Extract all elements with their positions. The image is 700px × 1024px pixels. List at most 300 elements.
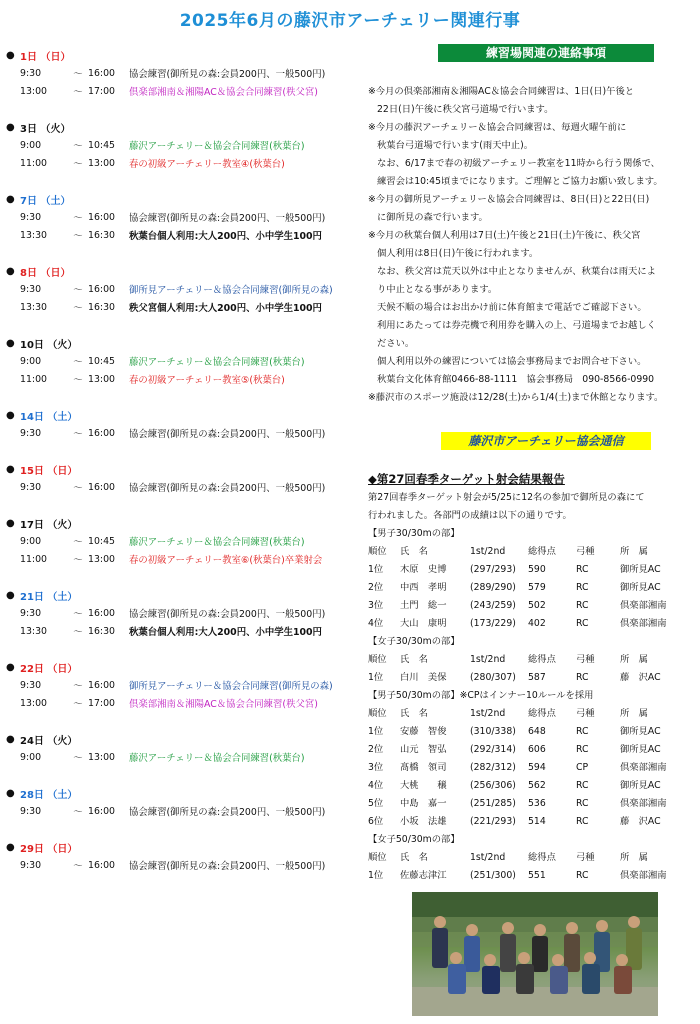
event-text: 御所見アーチェリー＆協会合同練習(御所見の森) [129,681,333,692]
col-header: 1st/2nd [470,852,506,863]
table-cell: 587 [528,672,546,683]
event-end: 16:00 [88,859,116,871]
event-start: 13:30 [20,625,48,637]
notice-line: 秋葉台弓道場で行います(雨天中止)。 [377,140,534,151]
table-row [368,561,698,579]
table-cell: CP [576,762,589,773]
table-row [368,741,698,759]
bullet-icon: ● [6,589,15,601]
event-end: 10:45 [88,355,116,367]
notice-line: 練習会は10:45頃までになります。ご理解とご協力お願い致します。 [377,176,663,187]
notice-line: ※今月の秋葉台個人利用は7日(土)午後と21日(土)午後に、秩父宮 [368,230,641,241]
notice-line: 22日(日)午後に秩父宮弓道場で行います。 [377,104,554,115]
table-cell: (251/285) [470,798,516,809]
event-text: 協会練習(御所見の森:会員200円、一般500円) [129,213,326,224]
schedule-day [6,730,356,748]
table-cell: 木原 史博 [400,564,447,575]
spacer [6,568,356,586]
notice-line: ※藤沢市のスポーツ施設は12/28(土)から1/4(土)まで休館となります。 [368,392,664,403]
event-text: 藤沢アーチェリー＆協会合同練習(秋葉台) [129,141,305,152]
event-end: 16:00 [88,805,116,817]
schedule-day [6,46,356,64]
event-tilde: ～ [73,555,83,566]
table-header [368,651,698,669]
table-cell: 御所見AC [620,780,661,791]
event-end: 10:45 [88,535,116,547]
event-end: 10:45 [88,139,116,151]
event-end: 13:00 [88,373,116,385]
results-section [368,470,698,885]
table-row [368,723,698,741]
schedule-day [6,838,356,856]
event-start: 13:30 [20,301,48,313]
event-text: 春の初級アーチェリー教室⑥(秋葉台)卒業射会 [129,555,323,566]
table-cell: (243/259) [470,600,516,611]
day-date: 28日 （土） [20,789,78,801]
day-date: 21日 （土） [20,591,78,603]
event-tilde: ～ [73,861,83,872]
bullet-icon: ● [6,337,15,349]
schedule-event [6,856,356,874]
event-tilde: ～ [73,375,83,386]
event-tilde: ～ [73,141,83,152]
event-start: 9:30 [20,283,42,295]
table-cell: (289/290) [470,582,516,593]
notice-line: ※今月の藤沢アーチェリー＆協会合同練習は、毎週火曜午前に [368,122,627,133]
table-cell: 1位 [368,870,384,881]
col-header: 所 属 [620,546,648,557]
event-text: 協会練習(御所見の森:会員200円、一般500円) [129,429,326,440]
table-cell: 5位 [368,798,384,809]
table-cell: RC [576,816,589,827]
event-end: 16:00 [88,607,116,619]
table-cell: 安藤 智俊 [400,726,447,737]
table-cell: (282/312) [470,762,516,773]
page-title: 2025年6月の藤沢市アーチェリー関連行事 [179,11,521,31]
event-text: 協会練習(御所見の森:会員200円、一般500円) [129,483,326,494]
event-start: 9:30 [20,67,42,79]
event-end: 13:00 [88,751,116,763]
table-cell: RC [576,726,589,737]
table-cell: 648 [528,726,546,737]
table-cell: 594 [528,762,546,773]
day-date: 1日 （日） [20,51,71,63]
day-date: 24日 （火） [20,735,78,747]
event-text: 秋葉台個人利用:大人200円、小中学生100円 [129,627,322,638]
table-row [368,615,698,633]
table-cell: 514 [528,816,546,827]
col-header: 総得点 [528,546,556,557]
event-text: 藤沢アーチェリー＆協会合同練習(秋葉台) [129,753,305,764]
event-start: 11:00 [20,373,48,385]
event-text: 御所見アーチェリー＆協会合同練習(御所見の森) [129,285,333,296]
schedule-event [6,370,356,388]
schedule-event [6,226,356,244]
event-start: 9:30 [20,859,42,871]
spacer [6,442,356,460]
spacer [6,820,356,838]
table-cell: 髙橋 領司 [400,762,447,773]
table-row [368,759,698,777]
col-header: 順位 [368,654,387,665]
table-cell: 590 [528,564,546,575]
col-header: 総得点 [528,654,556,665]
col-header: 弓種 [576,708,595,719]
event-start: 9:30 [20,607,42,619]
table-cell: RC [576,600,589,611]
col-header: 弓種 [576,654,595,665]
day-date: 8日 （日） [20,267,71,279]
notice-line: ださい。 [377,338,415,349]
table-cell: 大桃 穣 [400,780,447,791]
schedule-event [6,676,356,694]
table-row [368,777,698,795]
notice-line: 秋葉台文化体育館0466-88-1111 協会事務局 090-8566-0990 [377,374,655,385]
event-start: 13:30 [20,229,48,241]
spacer [6,100,356,118]
col-header: 順位 [368,546,387,557]
table-row [368,579,698,597]
table-cell: 536 [528,798,546,809]
table-cell: 御所見AC [620,744,661,755]
schedule-event [6,64,356,82]
col-header: 総得点 [528,852,556,863]
table-cell: 御所見AC [620,582,661,593]
event-tilde: ～ [73,213,83,224]
notice-line: なお、秩父宮は荒天以外は中止となりませんが、秋葉台は雨天によ [377,266,656,277]
col-header: 氏 名 [400,654,428,665]
col-header: 総得点 [528,708,556,719]
report-intro [368,489,698,525]
event-end: 16:00 [88,283,116,295]
table-cell: 倶楽部湘南 [620,600,667,611]
table-cell: 579 [528,582,546,593]
col-header: 弓種 [576,546,595,557]
notice-line: に御所見の森で行います。 [377,212,488,223]
event-tilde: ～ [73,69,83,80]
event-text: 協会練習(御所見の森:会員200円、一般500円) [129,609,326,620]
event-end: 13:00 [88,157,116,169]
table-cell: 倶楽部湘南 [620,762,667,773]
table-cell: 2位 [368,582,384,593]
spacer [6,244,356,262]
table-cell: 3位 [368,600,384,611]
event-end: 13:00 [88,553,116,565]
notice-line: 利用にあたっては券売機で利用券を購入の上、弓道場までお越しく [377,320,656,331]
col-header: 順位 [368,708,387,719]
table-cell: 土門 総一 [400,600,447,611]
event-end: 16:30 [88,301,116,313]
event-end: 16:00 [88,67,116,79]
schedule-day [6,460,356,478]
newsletter-banner: 藤沢市アーチェリー協会通信 [441,432,651,450]
event-tilde: ～ [73,159,83,170]
day-date: 7日 （土） [20,195,71,207]
schedule-day [6,190,356,208]
event-tilde: ～ [73,303,83,314]
event-tilde: ～ [73,231,83,242]
event-start: 9:30 [20,805,42,817]
spacer [6,496,356,514]
event-text: 藤沢アーチェリー＆協会合同練習(秋葉台) [129,357,305,368]
spacer [6,640,356,658]
table-cell: (221/293) [470,816,516,827]
report-title: ◆第27回春季ターゲット射会結果報告 [368,472,565,486]
event-start: 9:30 [20,211,42,223]
event-tilde: ～ [73,609,83,620]
notice-line: り中止となる事があります。 [377,284,498,295]
schedule-day [6,334,356,352]
table-cell: 2位 [368,744,384,755]
group-photo [412,892,658,1016]
spacer [6,766,356,784]
col-header: 1st/2nd [470,708,506,719]
event-end: 17:00 [88,697,116,709]
table-cell: RC [576,564,589,575]
table-header [368,543,698,561]
event-start: 9:00 [20,139,42,151]
table-cell: 502 [528,600,546,611]
event-end: 16:30 [88,625,116,637]
division-title: 【男子50/30mの部】※CPはインナー10ルールを採用 [368,690,594,701]
event-end: 16:00 [88,211,116,223]
bullet-icon: ● [6,661,15,673]
table-cell: (173/229) [470,618,516,629]
table-cell: 402 [528,618,546,629]
table-cell: (280/307) [470,672,516,683]
table-cell: (310/338) [470,726,516,737]
table-row [368,669,698,687]
event-text: 倶楽部湘南＆湘陽AC＆協会合同練習(秩父宮) [129,699,318,710]
table-cell: 606 [528,744,546,755]
table-cell: 551 [528,870,546,881]
event-start: 9:30 [20,427,42,439]
day-date: 15日 （日） [20,465,78,477]
schedule-day [6,514,356,532]
table-cell: 中西 孝明 [400,582,447,593]
schedule-event [6,352,356,370]
event-end: 16:00 [88,679,116,691]
schedule-event [6,748,356,766]
table-cell: 白川 美保 [400,672,447,683]
event-end: 16:00 [88,481,116,493]
bullet-icon: ● [6,409,15,421]
day-date: 29日 （日） [20,843,78,855]
event-text: 協会練習(御所見の森:会員200円、一般500円) [129,69,326,80]
bullet-icon: ● [6,463,15,475]
day-date: 22日 （日） [20,663,78,675]
division-title: 【女子50/30mの部】 [368,834,460,845]
table-row [368,597,698,615]
event-start: 9:00 [20,751,42,763]
event-tilde: ～ [73,357,83,368]
schedule-event [6,298,356,316]
schedule-event [6,694,356,712]
schedule-day [6,784,356,802]
notice-line: 個人利用は8日(日)午後に行われます。 [377,248,539,259]
table-cell: (256/306) [470,780,516,791]
table-cell: 6位 [368,816,384,827]
results-table [368,525,698,885]
col-header: 氏 名 [400,546,428,557]
col-header: 弓種 [576,852,595,863]
event-schedule [6,46,356,874]
table-header [368,849,698,867]
table-cell: 倶楽部湘南 [620,870,667,881]
notice-line: 個人利用以外の練習については協会事務局までお問合せ下さい。 [377,356,647,367]
event-start: 9:30 [20,481,42,493]
event-text: 藤沢アーチェリー＆協会合同練習(秋葉台) [129,537,305,548]
bullet-icon: ● [6,193,15,205]
schedule-day [6,118,356,136]
event-start: 9:00 [20,535,42,547]
table-cell: 4位 [368,780,384,791]
event-tilde: ～ [73,285,83,296]
bullet-icon: ● [6,841,15,853]
table-cell: RC [576,780,589,791]
schedule-day [6,262,356,280]
bullet-icon: ● [6,121,15,133]
event-tilde: ～ [73,699,83,710]
event-text: 協会練習(御所見の森:会員200円、一般500円) [129,861,326,872]
event-start: 13:00 [20,85,48,97]
table-cell: RC [576,744,589,755]
bullet-icon: ● [6,49,15,61]
table-cell: 藤 沢AC [620,672,661,683]
schedule-event [6,136,356,154]
table-cell: 大山 康明 [400,618,447,629]
event-tilde: ～ [73,429,83,440]
schedule-event [6,478,356,496]
table-cell: 倶楽部湘南 [620,618,667,629]
event-tilde: ～ [73,681,83,692]
schedule-event [6,280,356,298]
schedule-event [6,604,356,622]
event-text: 春の初級アーチェリー教室⑤(秋葉台) [129,375,285,386]
day-date: 3日 （火） [20,123,71,135]
schedule-day [6,586,356,604]
table-row [368,867,698,885]
notice-line: なお、6/17まで春の初級アーチェリー教室を11時から行う関係で、 [377,158,660,169]
table-cell: RC [576,618,589,629]
table-cell: RC [576,798,589,809]
group-photo-image [412,892,658,1016]
event-tilde: ～ [73,483,83,494]
table-cell: 倶楽部湘南 [620,798,667,809]
event-end: 16:00 [88,427,116,439]
notice-line: ※今月の倶楽部湘南＆湘陽AC＆協会合同練習は、1日(日)午後と [368,86,635,97]
col-header: 氏 名 [400,708,428,719]
table-cell: 御所見AC [620,726,661,737]
table-cell: RC [576,582,589,593]
report-intro-line: 第27回春季ターゲット射会が5/25に12名の参加で御所見の森にて [368,492,645,503]
day-date: 14日 （土） [20,411,78,423]
bullet-icon: ● [6,787,15,799]
event-end: 16:30 [88,229,116,241]
schedule-event [6,154,356,172]
notice-banner: 練習場関連の連絡事項 [438,44,654,62]
col-header: 1st/2nd [470,546,506,557]
notice-line: 天候不順の場合はお出かけ前に体育館まで電話でご確認下さい。 [377,302,647,313]
schedule-day [6,406,356,424]
spacer [6,388,356,406]
event-start: 11:00 [20,553,48,565]
table-cell: RC [576,870,589,881]
event-tilde: ～ [73,753,83,764]
schedule-day [6,658,356,676]
col-header: 所 属 [620,708,648,719]
table-cell: 御所見AC [620,564,661,575]
event-text: 春の初級アーチェリー教室④(秋葉台) [129,159,285,170]
table-cell: (292/314) [470,744,516,755]
bullet-icon: ● [6,517,15,529]
schedule-event [6,82,356,100]
event-end: 17:00 [88,85,116,97]
event-tilde: ～ [73,87,83,98]
report-intro-line: 行われました。各部門の成績は以下の通りです。 [368,510,572,521]
event-start: 9:00 [20,355,42,367]
table-cell: 藤 沢AC [620,816,661,827]
event-tilde: ～ [73,537,83,548]
col-header: 1st/2nd [470,654,506,665]
bullet-icon: ● [6,733,15,745]
table-cell: 3位 [368,762,384,773]
schedule-event [6,532,356,550]
day-date: 10日 （火） [20,339,78,351]
event-tilde: ～ [73,627,83,638]
spacer [6,712,356,730]
schedule-event [6,424,356,442]
event-start: 13:00 [20,697,48,709]
day-date: 17日 （火） [20,519,78,531]
notice-list [368,83,698,407]
event-tilde: ～ [73,807,83,818]
event-text: 協会練習(御所見の森:会員200円、一般500円) [129,807,326,818]
table-cell: 1位 [368,672,384,683]
table-header [368,705,698,723]
table-cell: RC [576,672,589,683]
event-text: 秋葉台個人利用:大人200円、小中学生100円 [129,231,322,242]
bullet-icon: ● [6,265,15,277]
table-cell: 中島 嘉一 [400,798,447,809]
table-row [368,795,698,813]
col-header: 所 属 [620,654,648,665]
division-title: 【女子30/30mの部】 [368,636,460,647]
event-start: 9:30 [20,679,42,691]
col-header: 所 属 [620,852,648,863]
table-cell: 佐藤志津江 [400,870,447,881]
schedule-event [6,622,356,640]
table-cell: 562 [528,780,546,791]
table-cell: 小坂 法雄 [400,816,447,827]
event-text: 秩父宮個人利用:大人200円、小中学生100円 [129,303,322,314]
schedule-event [6,550,356,568]
table-cell: 4位 [368,618,384,629]
table-cell: 山元 智弘 [400,744,447,755]
col-header: 順位 [368,852,387,863]
table-row [368,813,698,831]
schedule-event [6,208,356,226]
col-header: 氏 名 [400,852,428,863]
event-text: 倶楽部湘南＆湘陽AC＆協会合同練習(秩父宮) [129,87,318,98]
table-cell: 1位 [368,726,384,737]
table-cell: (251/300) [470,870,516,881]
notice-line: ※今月の御所見アーチェリー＆協会合同練習は、8日(日)と22日(日) [368,194,650,205]
table-cell: (297/293) [470,564,516,575]
event-start: 11:00 [20,157,48,169]
spacer [6,316,356,334]
table-cell: 1位 [368,564,384,575]
